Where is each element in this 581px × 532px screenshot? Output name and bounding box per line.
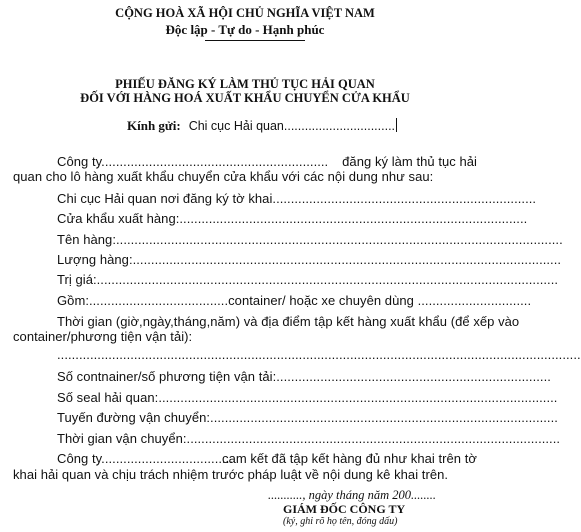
recipient-label: Kính gửi: (127, 118, 181, 133)
field-export-gate[interactable]: Cửa khẩu xuất hàng:............................................................................................... (57, 211, 528, 226)
country-name: CỘNG HOÀ XÃ HỘI CHỦ NGHĨA VIỆT NAM (115, 6, 375, 20)
signature-role: GIÁM ĐỐC CÔNG TY (283, 502, 406, 516)
text-cursor (396, 118, 397, 132)
field-route[interactable]: Tuyến đường vận chuyển:............................................................................................... (57, 410, 558, 425)
intro-line2: quan cho lô hàng xuất khẩu chuyển cửa khẩu với các nội dung như sau: (13, 169, 434, 184)
field-value[interactable]: Trị giá:.............................................................................................................................. (57, 272, 559, 287)
field-seal-number[interactable]: Số seal hải quan:............................................................................................................. (57, 390, 558, 405)
field-goods-name[interactable]: Tên hàng:.......................................................................................................................... (57, 232, 563, 247)
field-customs-branch[interactable]: Chi cục Hải quan nơi đăng ký tờ khai........................................................................ (57, 191, 537, 206)
field-quantity[interactable]: Lượng hàng:..................................................................................................................... (57, 252, 562, 267)
recipient-line (127, 117, 397, 135)
gathering-blank[interactable]: ............................................................................................................................................... (57, 347, 581, 362)
field-container-number[interactable]: Số contnainer/số phương tiện vận tải:........................................................................... (57, 369, 551, 384)
signature-note: (ký, ghi rõ họ tên, đóng dấu) (283, 516, 398, 527)
national-motto: Độc lập - Tự do - Hạnh phúc (165, 22, 325, 37)
intro-register-text: đăng ký làm thủ tục hải (342, 154, 477, 169)
commit-line2: khai hải quan và chịu trách nhiệm trước pháp luật về nội dung kê khai trên. (13, 467, 449, 482)
form-title-line1: PHIẾU ĐĂNG KÝ LÀM THỦ TỤC HẢI QUAN (115, 77, 375, 91)
recipient-value[interactable]: Chi cục Hải quan................................ (188, 119, 396, 133)
gathering-line2: container/phương tiện vận tải): (13, 329, 193, 344)
motto-underline (205, 40, 305, 41)
intro-company[interactable]: Công ty.............................................................. (57, 154, 329, 169)
commit-company[interactable]: Công ty.................................... (57, 451, 234, 466)
commit-text: cam kết đã tập kết hàng đủ như khai trên tờ (222, 451, 477, 466)
gathering-line1: Thời gian (giờ,ngày,tháng,năm) và địa điểm tập kết hàng xuất khẩu (để xếp vào (57, 314, 520, 329)
signature-date[interactable]: ..........., ngày tháng năm 200........ (268, 488, 437, 502)
field-containers[interactable]: Gồm:......................................container/ hoặc xe chuyên dùng ............................... (57, 293, 532, 308)
field-transport-time[interactable]: Thời gian vận chuyển:...................................................................................................... (57, 431, 561, 446)
form-title-line2: ĐỐI VỚI HÀNG HOÁ XUẤT KHẨU CHUYỂN CỬA KHẨU (80, 91, 410, 105)
